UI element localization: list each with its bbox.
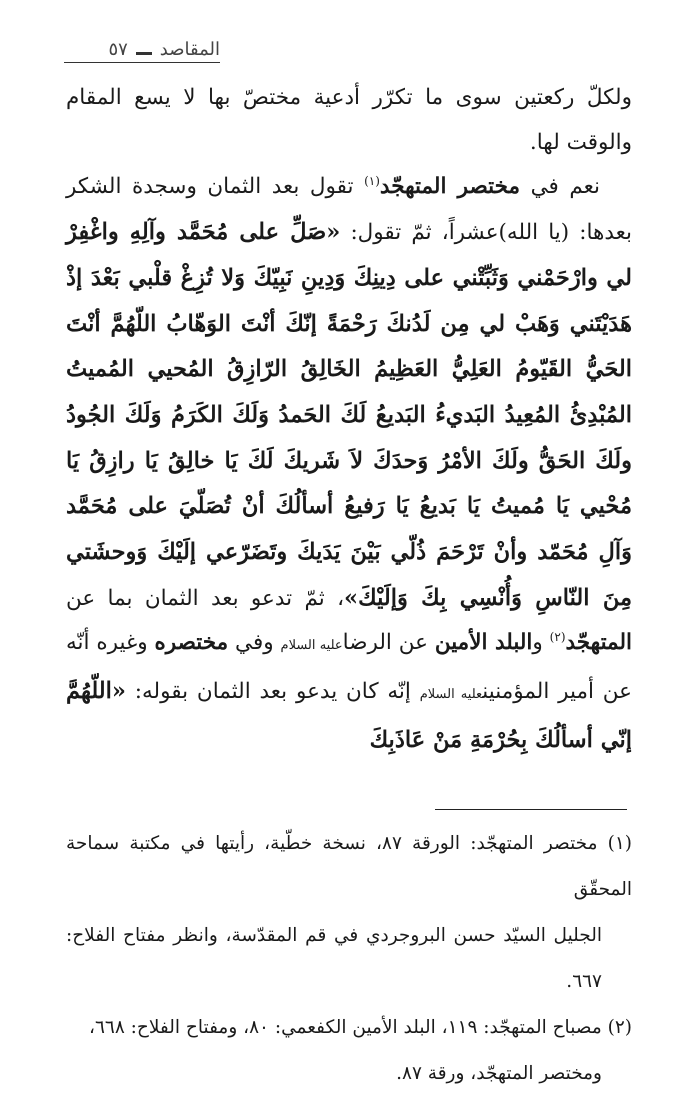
supplication-quote-2: «اللّهُمَّ إنّي أسألُكَ بِحُرْمَةِ مَنْ عَاذَبِكَ (66, 678, 632, 753)
book-title-mutahajjid: المتهجّد (565, 630, 633, 656)
paragraph-2 (66, 165, 632, 763)
paragraph-1-text: ولكلّ ركعتين سوى ما تكرّر أدعية مختصّ بها لا يسع المقام والوقت لها. (66, 85, 632, 155)
page-number: ٥٧ (108, 39, 128, 60)
p2-text-f: عن الرضا (342, 630, 435, 656)
footnote-1-line-1: (١) مختصر المتهجّد: الورقة ٨٧، نسخة خطّية، رأيتها في مكتبة سماحة المحقّق (66, 833, 633, 900)
supplication-quote-1: «صَلِّ على مُحَمَّد وآلِهِ واغْفِرْ لي وارْحَمْني وَثَبِّتْني على دِينِكَ وَدِينِ نَبِيّكَ وَلا تُزِغْ قلْبي بَعْدَ إذْ هَدَيْتَني وَهَبْ لي مِن لَدُنكَ رَحْمَةً إنّكَ أنْتَ الوَهّابُ اللّهُمَّ أنْتَ الحَيُّ القَيّومُ العَلِيُّ العَظِيمُ الخَالِقُ الرّازِقُ المُحيي المُميتُ المُبْدِئُ المُعِيدُ البَديءُ البَديعُ لَكَ الحَمدُ وَلَكَ الكَرَمُ وَلَكَ الجُودُ ولَكَ الحَقُّ ولَكَ الأمْرُ وَحدَكَ لاَ شَريكَ لَكَ يَا خالِقُ يَا رازِقُ يَا مُحْيي يَا مُميتُ يَا بَديعُ يَا رَفيعُ أسألُكَ أنْ تُصَلّيَ على مُحَمَّد وَآلِ مُحَمّد وأنْ تَرْحَمَ ذُلّي بَيْنَ يَدَيكَ وتَضَرّعي إلَيْكَ وَوحشَتي مِنَ النّاسِ وَأُنْسِي بِكَ وَإلَيْكَ» (66, 219, 632, 611)
paragraph-1 (66, 76, 632, 165)
p2-text-a: نعم في (520, 174, 601, 200)
book-title-mukhtasaruh: مختصره (154, 630, 229, 656)
footnote-separator (435, 809, 627, 810)
book-title-mukhtasar: مختصر المتهجّد (379, 174, 521, 200)
header-title: المقاصد (159, 39, 220, 60)
footnotes (66, 821, 632, 1097)
honorific-mark-2: عليه السلام (419, 687, 483, 703)
p2-text-e: و (532, 630, 550, 656)
footnote-2-line-2: ومختصر المتهجّد، ورقة ٨٧. (396, 1063, 602, 1084)
header-rule-mark (136, 52, 152, 55)
footnote-1-line-2: الجليل السيّد حسن البروجردي في قم المقدّسة، وانظر مفتاح الفلاح: ٦٦٧. (66, 925, 602, 992)
footnote-2-line-1: (٢) مصباح المتهجّد: ١١٩، البلد الأمين الكفعمي: ٨٠، ومفتاح الفلاح: ٦٦٨، (89, 1017, 632, 1038)
main-text (66, 76, 632, 764)
p2-text-d: ، ثمّ تدعو بعد الثمان بما عن (66, 585, 345, 611)
p2-text-i: إنّه كان يدعو بعد الثمان بقوله: (125, 679, 420, 705)
p2-text-g: وفي (228, 630, 281, 656)
footnote-ref-2: (٢) (549, 630, 566, 645)
book-title-balad-amin: البلد الأمين (434, 630, 533, 656)
p2-text-c: تقول بعد الثمان وسجدة الشكر بعدها: (يا الله)عشراً، ثمّ تقول: (66, 174, 632, 246)
p2-text-h: وغيره أنّه عن أمير المؤمنين (66, 630, 633, 705)
running-header (64, 30, 220, 63)
honorific-mark-1: عليه السلام (280, 638, 343, 654)
footnote-ref-1: (١) (364, 174, 380, 189)
